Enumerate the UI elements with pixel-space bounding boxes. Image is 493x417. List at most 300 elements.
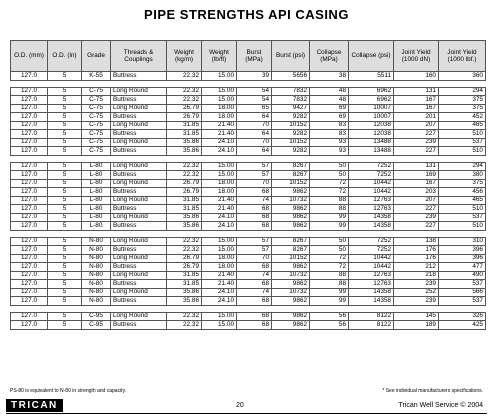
empty-cell bbox=[167, 155, 202, 162]
table-row bbox=[11, 254, 486, 263]
table-cell: 9282 bbox=[272, 147, 310, 156]
table-row bbox=[11, 162, 486, 171]
empty-cell bbox=[349, 155, 394, 162]
empty-cell bbox=[11, 155, 48, 162]
table-cell: 127.0 bbox=[11, 179, 48, 188]
col-header: Collapse (psi) bbox=[349, 41, 394, 72]
table-cell: 70 bbox=[237, 254, 272, 263]
table-row bbox=[11, 237, 486, 246]
table-cell: 56 bbox=[310, 321, 349, 330]
table-cell: 21.40 bbox=[202, 130, 237, 139]
table-cell: 167 bbox=[394, 96, 439, 105]
table-cell: 5 bbox=[48, 121, 82, 130]
table-cell: 10442 bbox=[349, 254, 394, 263]
table-cell: 9862 bbox=[272, 205, 310, 214]
table-cell: Long Round bbox=[111, 138, 167, 147]
col-header: Joint Yield (1000 dN) bbox=[394, 41, 439, 72]
table-cell: Buttress bbox=[111, 222, 167, 231]
table-cell: 375 bbox=[439, 96, 486, 105]
table-cell: L-80 bbox=[82, 196, 111, 205]
table-cell: 6962 bbox=[349, 96, 394, 105]
empty-cell bbox=[439, 80, 486, 87]
table-cell: 22.32 bbox=[167, 237, 202, 246]
table-cell: 8267 bbox=[272, 246, 310, 255]
table-cell: 5 bbox=[48, 297, 82, 306]
table-cell: 6962 bbox=[349, 87, 394, 96]
table-cell: C-75 bbox=[82, 113, 111, 122]
table-cell: 5 bbox=[48, 280, 82, 289]
table-cell: 169 bbox=[394, 171, 439, 180]
table-cell: 15.00 bbox=[202, 72, 237, 81]
table-cell: C-95 bbox=[82, 312, 111, 321]
table-cell: 10152 bbox=[272, 254, 310, 263]
table-cell: 70 bbox=[237, 121, 272, 130]
table-cell: 5 bbox=[48, 104, 82, 113]
table-cell: 9427 bbox=[272, 104, 310, 113]
table-cell: 7252 bbox=[349, 246, 394, 255]
table-cell: 7252 bbox=[349, 237, 394, 246]
table-cell: 99 bbox=[310, 288, 349, 297]
table-cell: 22.32 bbox=[167, 246, 202, 255]
table-cell: 465 bbox=[439, 196, 486, 205]
table-row bbox=[11, 288, 486, 297]
table-cell: 10152 bbox=[272, 121, 310, 130]
table-cell: 5 bbox=[48, 237, 82, 246]
page-number: 20 bbox=[236, 402, 244, 409]
table-cell: 64 bbox=[237, 147, 272, 156]
empty-cell bbox=[202, 80, 237, 87]
table-cell: 396 bbox=[439, 246, 486, 255]
table-cell: 7252 bbox=[349, 171, 394, 180]
table-cell: 5 bbox=[48, 321, 82, 330]
table-cell: 57 bbox=[237, 237, 272, 246]
col-header: Grade bbox=[82, 41, 111, 72]
empty-cell bbox=[111, 305, 167, 312]
table-cell: 566 bbox=[439, 288, 486, 297]
table-cell: 294 bbox=[439, 162, 486, 171]
table-cell: 68 bbox=[237, 263, 272, 272]
table-row bbox=[11, 321, 486, 330]
table-cell: Long Round bbox=[111, 271, 167, 280]
table-cell: 127.0 bbox=[11, 205, 48, 214]
table-cell: 212 bbox=[394, 263, 439, 272]
empty-cell bbox=[111, 155, 167, 162]
table-cell: 5 bbox=[48, 263, 82, 272]
table-cell: Buttress bbox=[111, 297, 167, 306]
table-cell: N-80 bbox=[82, 246, 111, 255]
table-cell: 31.85 bbox=[167, 121, 202, 130]
table-row bbox=[11, 188, 486, 197]
table-cell: 127.0 bbox=[11, 263, 48, 272]
table-cell: 127.0 bbox=[11, 213, 48, 222]
table-cell: 5511 bbox=[349, 72, 394, 81]
table-cell: 10007 bbox=[349, 104, 394, 113]
table-cell: 50 bbox=[310, 171, 349, 180]
table-cell: 65 bbox=[237, 104, 272, 113]
table-cell: Long Round bbox=[111, 312, 167, 321]
empty-cell bbox=[82, 305, 111, 312]
table-row bbox=[11, 147, 486, 156]
table-cell: 18.00 bbox=[202, 113, 237, 122]
table-cell: 68 bbox=[237, 321, 272, 330]
table-cell: 5 bbox=[48, 222, 82, 231]
table-cell: 5 bbox=[48, 113, 82, 122]
table-cell: 99 bbox=[310, 213, 349, 222]
table-cell: 9862 bbox=[272, 312, 310, 321]
table-cell: 189 bbox=[394, 321, 439, 330]
table-cell: 127.0 bbox=[11, 312, 48, 321]
table-cell: 5 bbox=[48, 254, 82, 263]
table-cell: 21.40 bbox=[202, 121, 237, 130]
table-cell: 8122 bbox=[349, 321, 394, 330]
table-cell: 9282 bbox=[272, 130, 310, 139]
table-cell: 68 bbox=[237, 205, 272, 214]
table-cell: 10732 bbox=[272, 196, 310, 205]
table-cell: 13488 bbox=[349, 138, 394, 147]
table-cell: 127.0 bbox=[11, 188, 48, 197]
table-cell: 22.32 bbox=[167, 72, 202, 81]
table-cell: 72 bbox=[310, 263, 349, 272]
empty-cell bbox=[272, 155, 310, 162]
table-cell: Buttress bbox=[111, 113, 167, 122]
table-cell: 70 bbox=[237, 138, 272, 147]
table-cell: 5 bbox=[48, 205, 82, 214]
empty-cell bbox=[272, 230, 310, 237]
group-separator bbox=[11, 80, 486, 87]
table-cell: 239 bbox=[394, 297, 439, 306]
table-cell: 145 bbox=[394, 312, 439, 321]
table-cell: 207 bbox=[394, 196, 439, 205]
table-cell: 127.0 bbox=[11, 196, 48, 205]
table-cell: 21.40 bbox=[202, 196, 237, 205]
table-cell: 38 bbox=[310, 72, 349, 81]
empty-cell bbox=[394, 155, 439, 162]
table-cell: 490 bbox=[439, 271, 486, 280]
table-cell: 24.10 bbox=[202, 297, 237, 306]
table-cell: 510 bbox=[439, 130, 486, 139]
table-cell: 39 bbox=[237, 72, 272, 81]
table-cell: 24.10 bbox=[202, 222, 237, 231]
table-cell: 35.86 bbox=[167, 288, 202, 297]
table-cell: 127.0 bbox=[11, 280, 48, 289]
table-cell: 50 bbox=[310, 237, 349, 246]
empty-cell bbox=[48, 80, 82, 87]
table-cell: 227 bbox=[394, 147, 439, 156]
table-cell: 5 bbox=[48, 171, 82, 180]
empty-cell bbox=[167, 80, 202, 87]
table-cell: 9862 bbox=[272, 213, 310, 222]
table-cell: 10442 bbox=[349, 263, 394, 272]
footnote-left: PS-80 is equivalent to N-80 in strength and capacity. bbox=[10, 388, 127, 394]
empty-cell bbox=[167, 305, 202, 312]
table-cell: 15.00 bbox=[202, 312, 237, 321]
table-row bbox=[11, 104, 486, 113]
table-cell: N-80 bbox=[82, 263, 111, 272]
table-cell: 10442 bbox=[349, 179, 394, 188]
table-cell: 5 bbox=[48, 312, 82, 321]
table-cell: 64 bbox=[237, 113, 272, 122]
col-header: Joint Yield (1000 lbf.) bbox=[439, 41, 486, 72]
table-cell: C-95 bbox=[82, 321, 111, 330]
empty-cell bbox=[439, 305, 486, 312]
table-cell: 7252 bbox=[349, 162, 394, 171]
table-cell: 5 bbox=[48, 138, 82, 147]
table-cell: 5 bbox=[48, 196, 82, 205]
empty-cell bbox=[394, 230, 439, 237]
table-cell: 127.0 bbox=[11, 121, 48, 130]
table-cell: 160 bbox=[394, 72, 439, 81]
table-cell: 68 bbox=[237, 297, 272, 306]
table-cell: 26.79 bbox=[167, 263, 202, 272]
table-cell: 537 bbox=[439, 297, 486, 306]
table-cell: 167 bbox=[394, 104, 439, 113]
casing-table bbox=[10, 40, 486, 330]
table-cell: 31.85 bbox=[167, 271, 202, 280]
table-cell: 68 bbox=[237, 312, 272, 321]
table-cell: 22.32 bbox=[167, 87, 202, 96]
table-cell: 18.00 bbox=[202, 188, 237, 197]
table-cell: 127.0 bbox=[11, 237, 48, 246]
table-cell: 8122 bbox=[349, 312, 394, 321]
table-cell: 239 bbox=[394, 213, 439, 222]
empty-cell bbox=[394, 80, 439, 87]
table-cell: 93 bbox=[310, 147, 349, 156]
table-cell: Long Round bbox=[111, 179, 167, 188]
table-cell: 72 bbox=[310, 254, 349, 263]
empty-cell bbox=[48, 155, 82, 162]
table-cell: 127.0 bbox=[11, 162, 48, 171]
table-cell: 50 bbox=[310, 162, 349, 171]
table-cell: L-80 bbox=[82, 205, 111, 214]
table-cell: 10152 bbox=[272, 179, 310, 188]
table-cell: C-75 bbox=[82, 104, 111, 113]
table-cell: 537 bbox=[439, 138, 486, 147]
table-cell: 5 bbox=[48, 271, 82, 280]
table-cell: 127.0 bbox=[11, 288, 48, 297]
table-cell: C-75 bbox=[82, 130, 111, 139]
table-cell: 26.79 bbox=[167, 188, 202, 197]
table-row bbox=[11, 280, 486, 289]
table-cell: Long Round bbox=[111, 288, 167, 297]
table-cell: 15.00 bbox=[202, 171, 237, 180]
table-cell: 127.0 bbox=[11, 321, 48, 330]
table-cell: 5 bbox=[48, 179, 82, 188]
table-cell: L-80 bbox=[82, 171, 111, 180]
table-cell: 21.40 bbox=[202, 271, 237, 280]
table-cell: 227 bbox=[394, 130, 439, 139]
empty-cell bbox=[48, 305, 82, 312]
table-row bbox=[11, 222, 486, 231]
table-cell: Long Round bbox=[111, 254, 167, 263]
table-cell: 68 bbox=[237, 213, 272, 222]
table-cell: 9862 bbox=[272, 222, 310, 231]
table-cell: Long Round bbox=[111, 213, 167, 222]
table-cell: 24.10 bbox=[202, 213, 237, 222]
empty-cell bbox=[82, 230, 111, 237]
table-cell: 5 bbox=[48, 72, 82, 81]
table-cell: 88 bbox=[310, 196, 349, 205]
table-cell: 5 bbox=[48, 162, 82, 171]
table-cell: 8267 bbox=[272, 171, 310, 180]
table-cell: 127.0 bbox=[11, 171, 48, 180]
empty-cell bbox=[394, 305, 439, 312]
table-cell: N-80 bbox=[82, 254, 111, 263]
table-cell: 9862 bbox=[272, 297, 310, 306]
table-cell: 15.00 bbox=[202, 246, 237, 255]
table-cell: 10732 bbox=[272, 288, 310, 297]
table-cell: 510 bbox=[439, 222, 486, 231]
table-cell: N-80 bbox=[82, 280, 111, 289]
header-row bbox=[11, 41, 486, 72]
table-cell: 50 bbox=[310, 246, 349, 255]
table-cell: 26.79 bbox=[167, 104, 202, 113]
table-cell: 375 bbox=[439, 104, 486, 113]
table-cell: 56 bbox=[310, 312, 349, 321]
table-cell: 5656 bbox=[272, 72, 310, 81]
empty-cell bbox=[310, 155, 349, 162]
table-cell: 54 bbox=[237, 96, 272, 105]
table-cell: 396 bbox=[439, 254, 486, 263]
table-cell: 22.32 bbox=[167, 171, 202, 180]
table-cell: 537 bbox=[439, 280, 486, 289]
table-row bbox=[11, 72, 486, 81]
table-cell: N-80 bbox=[82, 237, 111, 246]
table-cell: 72 bbox=[310, 179, 349, 188]
table-cell: L-80 bbox=[82, 179, 111, 188]
table-cell: 31.85 bbox=[167, 280, 202, 289]
table-cell: 131 bbox=[394, 87, 439, 96]
table-cell: 57 bbox=[237, 162, 272, 171]
table-cell: 9862 bbox=[272, 280, 310, 289]
table-cell: 203 bbox=[394, 188, 439, 197]
table-cell: 18.00 bbox=[202, 263, 237, 272]
table-cell: 10007 bbox=[349, 113, 394, 122]
table-cell: 452 bbox=[439, 113, 486, 122]
footer-rule bbox=[6, 413, 487, 414]
table-cell: 10152 bbox=[272, 138, 310, 147]
table-cell: 127.0 bbox=[11, 271, 48, 280]
table-cell: N-80 bbox=[82, 297, 111, 306]
table-cell: C-75 bbox=[82, 96, 111, 105]
table-cell: 127.0 bbox=[11, 147, 48, 156]
table-cell: C-75 bbox=[82, 147, 111, 156]
table-cell: 74 bbox=[237, 196, 272, 205]
table-cell: 12763 bbox=[349, 205, 394, 214]
table-cell: Buttress bbox=[111, 246, 167, 255]
table-cell: L-80 bbox=[82, 222, 111, 231]
empty-cell bbox=[310, 305, 349, 312]
table-cell: 68 bbox=[237, 188, 272, 197]
table-cell: 12763 bbox=[349, 271, 394, 280]
table-cell: 88 bbox=[310, 280, 349, 289]
table-cell: 35.86 bbox=[167, 297, 202, 306]
table-cell: 127.0 bbox=[11, 130, 48, 139]
table-cell: 218 bbox=[394, 271, 439, 280]
table-cell: 72 bbox=[310, 188, 349, 197]
table-cell: Buttress bbox=[111, 147, 167, 156]
table-cell: 26.79 bbox=[167, 179, 202, 188]
table-cell: 83 bbox=[310, 121, 349, 130]
empty-cell bbox=[272, 80, 310, 87]
table-cell: 176 bbox=[394, 246, 439, 255]
trican-logo: TRICAN bbox=[6, 399, 63, 412]
table-row bbox=[11, 263, 486, 272]
table-cell: 93 bbox=[310, 138, 349, 147]
table-cell: 68 bbox=[237, 280, 272, 289]
table-cell: 176 bbox=[394, 254, 439, 263]
empty-cell bbox=[310, 80, 349, 87]
empty-cell bbox=[439, 155, 486, 162]
table-cell: 22.32 bbox=[167, 162, 202, 171]
table-cell: N-80 bbox=[82, 288, 111, 297]
empty-cell bbox=[82, 80, 111, 87]
table-cell: 465 bbox=[439, 121, 486, 130]
table-cell: 5 bbox=[48, 147, 82, 156]
table-cell: 131 bbox=[394, 162, 439, 171]
table-cell: L-80 bbox=[82, 188, 111, 197]
table-cell: C-75 bbox=[82, 121, 111, 130]
table-cell: 74 bbox=[237, 271, 272, 280]
table-cell: Buttress bbox=[111, 263, 167, 272]
table-cell: 18.00 bbox=[202, 254, 237, 263]
table-cell: 456 bbox=[439, 188, 486, 197]
table-cell: 99 bbox=[310, 297, 349, 306]
table-cell: 88 bbox=[310, 271, 349, 280]
empty-cell bbox=[202, 155, 237, 162]
empty-cell bbox=[202, 305, 237, 312]
table-cell: 48 bbox=[310, 87, 349, 96]
empty-cell bbox=[272, 305, 310, 312]
table-cell: 18.00 bbox=[202, 179, 237, 188]
empty-cell bbox=[111, 80, 167, 87]
table-cell: 239 bbox=[394, 280, 439, 289]
table-cell: Long Round bbox=[111, 196, 167, 205]
table-cell: 477 bbox=[439, 263, 486, 272]
table-cell: 15.00 bbox=[202, 237, 237, 246]
table-row bbox=[11, 246, 486, 255]
table-cell: 35.86 bbox=[167, 213, 202, 222]
empty-cell bbox=[111, 230, 167, 237]
table-row bbox=[11, 121, 486, 130]
table-row bbox=[11, 87, 486, 96]
empty-cell bbox=[237, 305, 272, 312]
footnote-right: * See individual manufacturers specifications. bbox=[382, 388, 483, 394]
table-cell: 14358 bbox=[349, 222, 394, 231]
group-separator bbox=[11, 305, 486, 312]
table-cell: 9862 bbox=[272, 188, 310, 197]
empty-cell bbox=[82, 155, 111, 162]
table-cell: 69 bbox=[310, 113, 349, 122]
empty-cell bbox=[237, 80, 272, 87]
table-cell: 57 bbox=[237, 171, 272, 180]
table-cell: 8267 bbox=[272, 237, 310, 246]
table-row bbox=[11, 213, 486, 222]
table-cell: 10442 bbox=[349, 188, 394, 197]
table-cell: 24.10 bbox=[202, 288, 237, 297]
table-row bbox=[11, 179, 486, 188]
table-cell: 22.32 bbox=[167, 321, 202, 330]
table-cell: 12038 bbox=[349, 130, 394, 139]
table-cell: 14358 bbox=[349, 213, 394, 222]
empty-cell bbox=[11, 305, 48, 312]
table-cell: 9862 bbox=[272, 263, 310, 272]
table-cell: 57 bbox=[237, 246, 272, 255]
table-cell: Long Round bbox=[111, 87, 167, 96]
table-cell: C-75 bbox=[82, 138, 111, 147]
empty-cell bbox=[202, 230, 237, 237]
table-row bbox=[11, 297, 486, 306]
table-cell: 31.85 bbox=[167, 130, 202, 139]
